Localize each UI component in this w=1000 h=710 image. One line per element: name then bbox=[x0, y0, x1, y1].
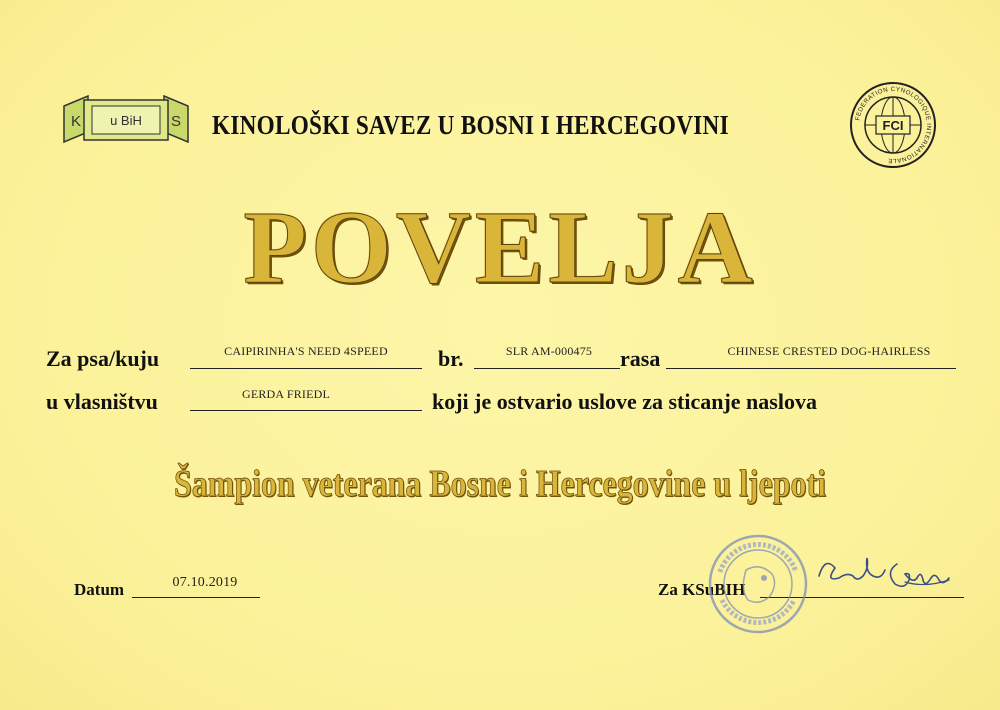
number-label: br. bbox=[438, 346, 464, 371]
breed-label: rasa bbox=[620, 346, 661, 371]
certificate-title: POVELJA bbox=[243, 190, 757, 305]
date-line bbox=[132, 597, 260, 598]
number-line bbox=[474, 368, 620, 369]
dog-line bbox=[190, 368, 422, 369]
dog-value: CAIPIRINHA'S NEED 4SPEED bbox=[224, 344, 388, 358]
fci-ring-text: FEDERATION CYNOLOGIQUE INTERNATIONALE bbox=[854, 85, 933, 165]
date-label: Datum bbox=[74, 580, 125, 599]
owner-label: u vlasništvu bbox=[46, 389, 158, 414]
fci-logo-icon bbox=[848, 80, 938, 170]
breed-value: CHINESE CRESTED DOG-HAIRLESS bbox=[727, 344, 931, 358]
signatory-label: Za KSuBIH bbox=[658, 580, 746, 599]
signature-icon bbox=[805, 548, 965, 598]
owner-value: GERDA FRIEDL bbox=[241, 387, 331, 401]
organization-name: KINOLOŠKI SAVEZ U BOSNI I HERCEGOVINI bbox=[212, 110, 729, 140]
date-value: 07.10.2019 bbox=[172, 575, 238, 590]
owner-line bbox=[190, 410, 422, 411]
kubih-logo-icon bbox=[62, 94, 190, 146]
award-title: Šampion veterana Bosne i Hercegovine u ljepoti bbox=[174, 463, 826, 505]
number-value: SLR AM-000475 bbox=[505, 344, 593, 358]
logo-s-text: S bbox=[170, 113, 182, 130]
logo-mid-text: u BiH bbox=[110, 113, 142, 128]
logo-k-text: K bbox=[70, 113, 82, 130]
dog-label: Za psa/kuju bbox=[46, 346, 160, 371]
condition-text: koji je ostvario uslove za sticanje naslova bbox=[432, 389, 817, 414]
fci-center-text: FCI bbox=[882, 118, 904, 133]
official-stamp-icon bbox=[706, 532, 810, 636]
breed-line bbox=[666, 368, 956, 369]
